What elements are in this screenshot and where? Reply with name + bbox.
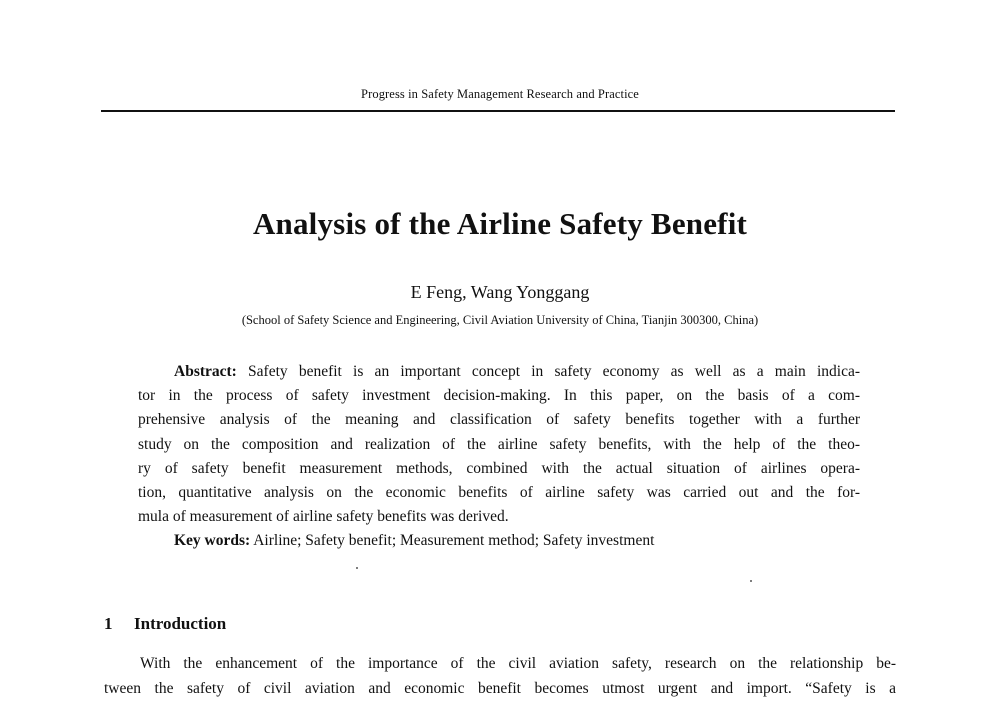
abstract-line: mula of measurement of airline safety benefits was derived. <box>138 508 509 526</box>
keywords-text: Airline; Safety benefit; Measurement method; Safety investment <box>250 532 655 550</box>
keywords <box>138 529 860 553</box>
scan-speck <box>356 567 358 569</box>
abstract-line: Abstract: Safety benefit is an important concept in safety economy as well as a main indica- <box>174 363 860 380</box>
abstract-line: tor in the process of safety investment decision-making. In this paper, on the basis of a com- <box>138 387 860 405</box>
body-line: With the enhancement of the importance of the civil aviation safety, research on the relationship be- <box>140 655 896 672</box>
paper-title: Analysis of the Airline Safety Benefit <box>252 206 748 241</box>
scan-speck <box>750 580 752 582</box>
paper-authors: E Feng, Wang Yonggang <box>410 282 590 302</box>
abstract-line: tion, quantitative analysis on the economic benefits of airline safety was carried out and the for- <box>138 484 860 502</box>
paper-affiliation: (School of Safety Science and Engineering, Civil Aviation University of China, Tianjin 300300, China) <box>241 313 759 327</box>
section-heading <box>104 614 226 634</box>
section-title: Introduction <box>134 614 227 633</box>
abstract-line: study on the composition and realization of the airline safety benefits, with the help of the theo- <box>138 435 860 453</box>
header-rule <box>101 110 895 112</box>
abstract <box>138 360 860 554</box>
running-header: Progress in Safety Management Research and Practice <box>361 87 639 101</box>
introduction-body <box>104 651 896 701</box>
abstract-line: prehensive analysis of the meaning and classification of safety benefits together with a further <box>138 411 860 429</box>
section-number: 1 <box>104 614 113 633</box>
abstract-line: ry of safety benefit measurement methods, combined with the actual situation of airlines opera- <box>138 459 860 477</box>
body-line: tween the safety of civil aviation and economic benefit becomes utmost urgent and import. “Safety is a <box>104 680 896 697</box>
abstract-label: Abstract: <box>174 363 237 380</box>
keywords-label: Key words: <box>174 532 251 550</box>
